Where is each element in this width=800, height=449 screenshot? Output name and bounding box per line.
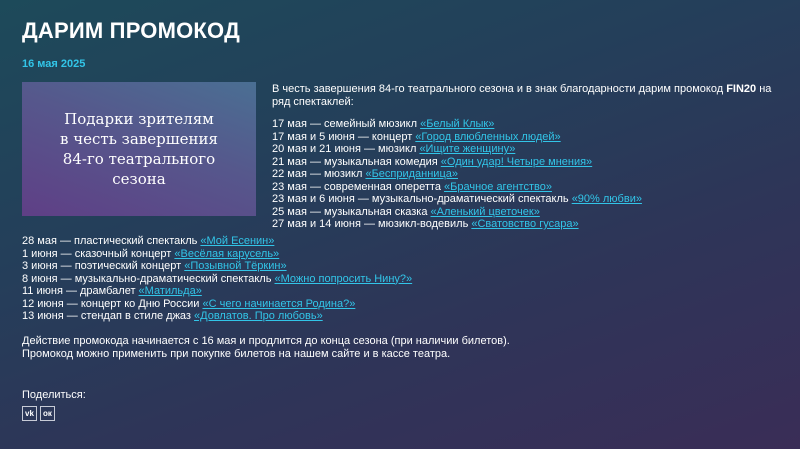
schedule-date-genre: 28 мая — пластический спектакль <box>22 235 201 247</box>
play-link[interactable]: «Город влюбленных людей» <box>415 130 561 143</box>
schedule-item <box>272 181 642 194</box>
play-link[interactable]: «90% любви» <box>571 193 642 205</box>
schedule-item <box>22 248 412 261</box>
schedule-item <box>22 235 412 248</box>
schedule-date-genre: 21 мая — музыкальная комедия <box>272 155 441 168</box>
promo-code: FIN20 <box>726 83 757 95</box>
play-link[interactable]: «Весёлая карусель» <box>174 247 280 260</box>
intro-before: В честь завершения 84-го театрального сезона и в знак благодарности дарим промокод <box>272 83 727 95</box>
schedule-date-genre: 3 июня — поэтический концерт <box>22 260 185 272</box>
play-link[interactable]: «Позывной Тёркин» <box>184 260 287 272</box>
play-link[interactable]: «Белый Клык» <box>420 118 495 130</box>
promo-banner <box>22 82 256 216</box>
play-link[interactable]: «Матильда» <box>138 285 202 297</box>
schedule-date-genre: 27 мая и 14 июня — мюзикл-водевиль <box>272 218 472 230</box>
vk-icon[interactable]: vk <box>22 406 37 421</box>
play-link[interactable]: «Довлатов. Про любовь» <box>194 310 323 322</box>
schedule-date-genre: 17 мая — семейный мюзикл <box>272 118 421 130</box>
schedule-date-genre: 25 мая — музыкальная сказка <box>272 205 431 218</box>
schedule-date-genre: 12 июня — концерт ко Дню России <box>22 297 203 310</box>
schedule-item <box>272 206 642 219</box>
schedule-date-genre: 23 мая и 6 июня — музыкально-драматический спектакль <box>272 193 572 205</box>
schedule-date-genre: 23 мая — современная оперетта <box>272 180 445 193</box>
schedule-item <box>272 218 642 231</box>
schedule-item <box>22 273 412 286</box>
play-link[interactable]: «Ищите женщину» <box>419 143 516 155</box>
schedule-date-genre: 11 июня — драмбалет <box>22 285 139 297</box>
schedule-date-genre: 20 мая и 21 июня — мюзикл <box>272 143 420 155</box>
intro-after: на ряд спектаклей: <box>272 83 772 108</box>
schedule-list-bottom <box>22 235 412 323</box>
schedule-item <box>272 156 642 169</box>
publish-date: 16 мая 2025 <box>22 58 86 70</box>
schedule-item <box>272 118 642 131</box>
share-buttons <box>22 406 55 421</box>
schedule-item <box>22 310 412 323</box>
schedule-date-genre: 22 мая — мюзикл <box>272 168 366 180</box>
play-link[interactable]: «Можно попросить Нину?» <box>274 272 413 285</box>
schedule-date-genre: 17 мая и 5 июня — концерт <box>272 130 416 143</box>
note-validity: Действие промокода начинается с 16 мая и продлится до конца сезона (при наличии билетов). <box>22 335 510 347</box>
play-link[interactable]: «С чего начинается Родина?» <box>202 297 356 310</box>
note-usage: Промокод можно применить при покупке билетов на нашем сайте и в кассе театра. <box>22 347 451 360</box>
schedule-item <box>22 285 412 298</box>
play-link[interactable]: «Бесприданница» <box>365 168 458 180</box>
play-link[interactable]: «Сватовство гусара» <box>471 218 579 230</box>
schedule-item <box>272 193 642 206</box>
schedule-item <box>22 298 412 311</box>
schedule-date-genre: 1 июня — сказочный концерт <box>22 247 175 260</box>
schedule-item <box>22 260 412 273</box>
play-link[interactable]: «Мой Есенин» <box>200 235 275 247</box>
intro-paragraph <box>272 83 782 108</box>
schedule-item <box>272 168 642 181</box>
share-label: Поделиться: <box>22 389 86 401</box>
play-link[interactable]: «Один удар! Четыре мнения» <box>440 155 593 168</box>
schedule-date-genre: 13 июня — стендап в стиле джаз <box>22 310 195 322</box>
promo-notes <box>22 335 510 360</box>
schedule-item <box>272 131 642 144</box>
schedule-item <box>272 143 642 156</box>
odnoklassniki-icon[interactable]: ок <box>40 406 55 421</box>
page-title: ДАРИМ ПРОМОКОД <box>22 18 240 43</box>
banner-text: Подарки зрителям в честь завершения 84-го театрального сезона <box>60 110 218 188</box>
schedule-date-genre: 8 июня — музыкально-драматический спектакль <box>22 272 275 285</box>
play-link[interactable]: «Аленький цветочек» <box>430 205 540 218</box>
play-link[interactable]: «Брачное агентство» <box>444 180 552 193</box>
schedule-list-top <box>272 118 642 231</box>
